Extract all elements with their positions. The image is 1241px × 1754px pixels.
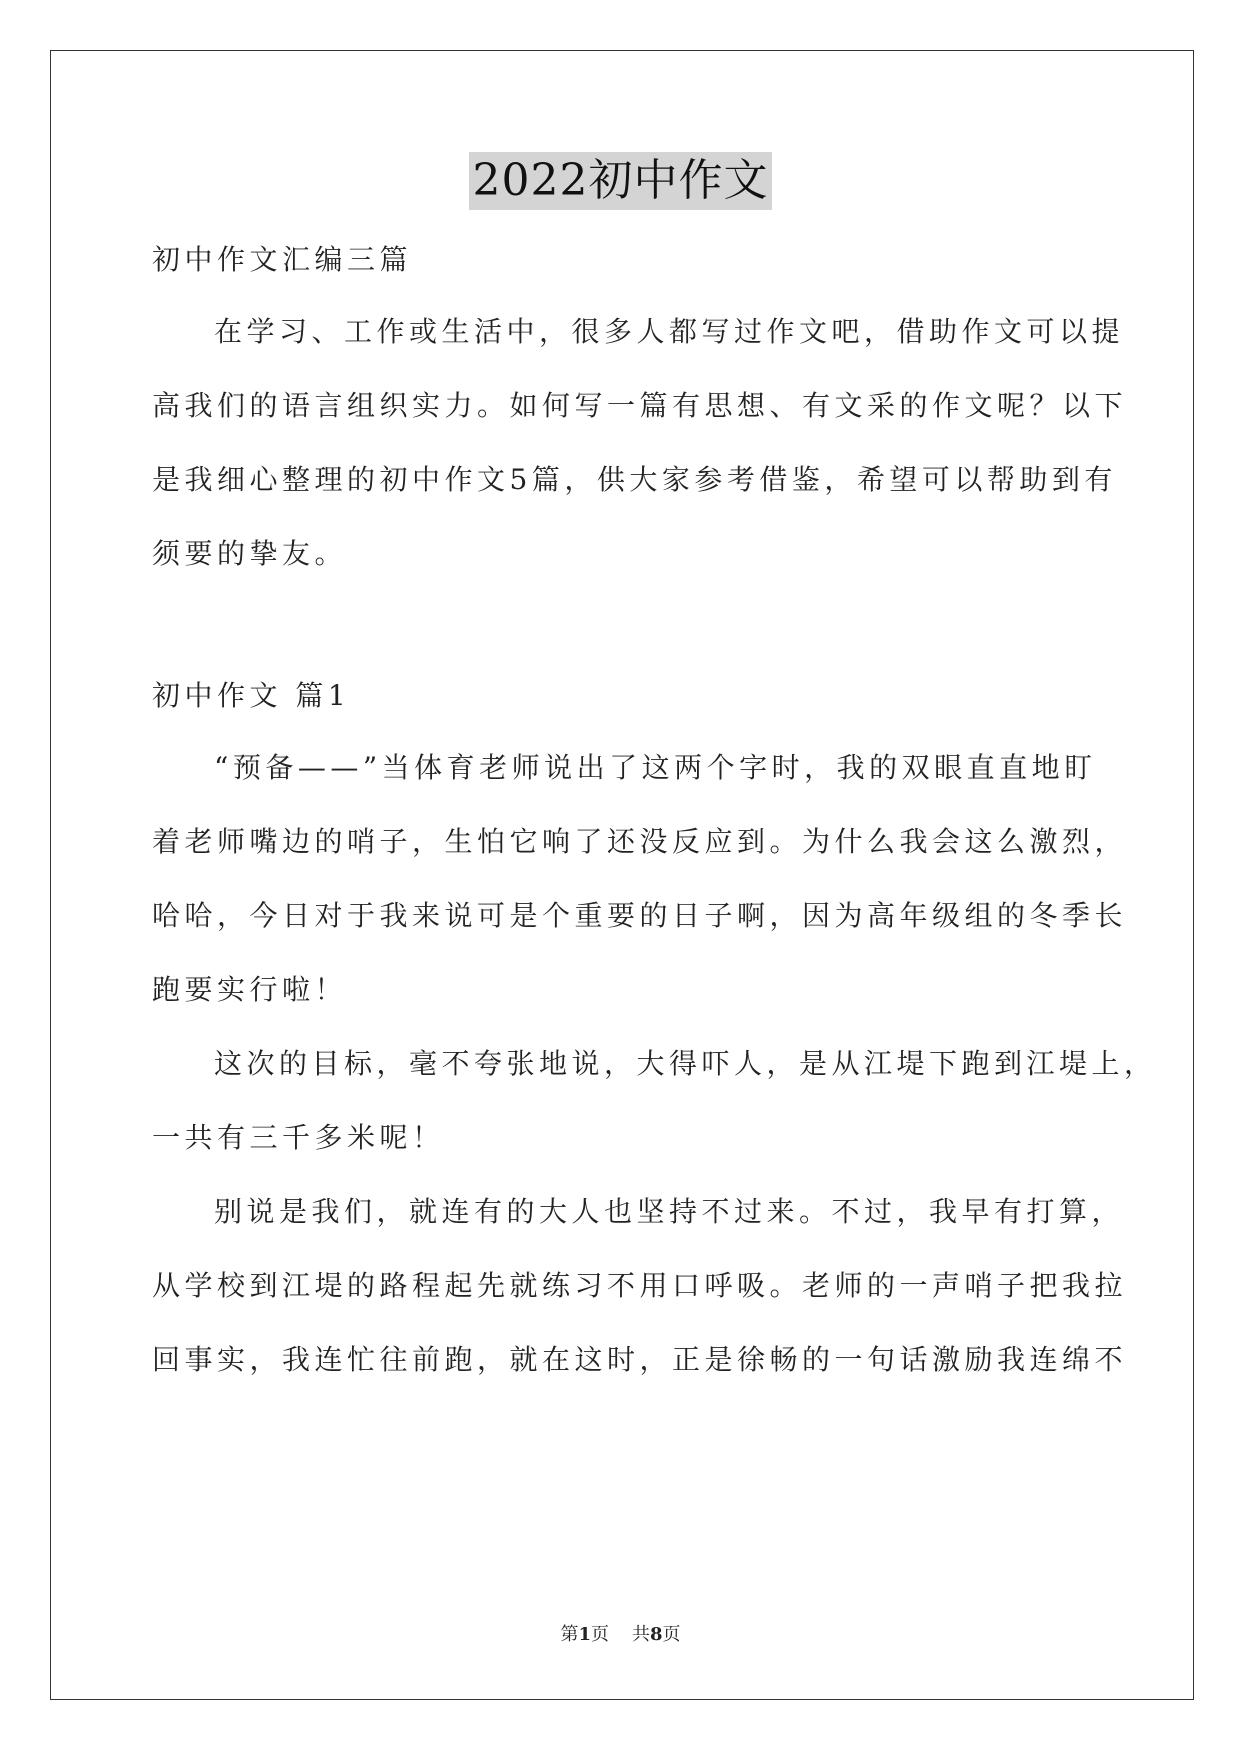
essay-p2-line-1: 这次的目标，毫不夸张地说，大得吓人，是从江堤下跑到江堤上， [214,1047,1157,1080]
page-border [50,50,1194,1700]
footer-page-prefix: 第 [560,1624,579,1645]
essay-p2-line-2: 一共有三千多米呢！ [152,1121,445,1154]
essay-p3-line-2: 从学校到江堤的路程起先就练习不用口呼吸。老师的一声哨子把我拉 [152,1269,1128,1302]
essay-p1-line-4: 跑要实行啦！ [152,973,348,1006]
intro-subtitle: 初中作文汇编三篇 [152,243,413,276]
essay-p1-line-3: 哈哈，今日对于我来说可是个重要的日子啊，因为高年级组的冬季长 [152,899,1128,932]
footer-total-prefix: 共 [631,1624,650,1645]
essay-heading: 初中作文 篇1 [152,679,351,712]
footer-page-number: 1 [578,1624,592,1645]
intro-line-1: 在学习、工作或生活中，很多人都写过作文吧，借助作文可以提 [214,315,1125,348]
page-footer [0,1620,1241,1646]
essay-p1-line-2: 着老师嘴边的哨子，生怕它响了还没反应到。为什么我会这么激烈， [152,825,1128,858]
document-title-text: 2022初中作文 [469,152,773,210]
intro-line-3: 是我细心整理的初中作文5篇，供大家参考借鉴，希望可以帮助到有 [152,463,1117,496]
footer-total-suffix: 页 [662,1624,681,1645]
footer-total-number: 8 [649,1624,663,1645]
footer-page-suffix: 页 [591,1624,610,1645]
document-title [0,152,1241,210]
intro-line-4: 须要的挚友。 [152,537,348,570]
intro-line-2: 高我们的语言组织实力。如何写一篇有思想、有文采的作文呢？以下 [152,389,1128,422]
essay-p1-line-1: “预备——”当体育老师说出了这两个字时，我的双眼直直地盯 [214,751,1097,784]
essay-p3-line-3: 回事实，我连忙往前跑，就在这时，正是徐畅的一句话激励我连绵不 [152,1343,1128,1376]
essay-p3-line-1: 别说是我们，就连有的大人也坚持不过来。不过，我早有打算， [214,1195,1125,1228]
